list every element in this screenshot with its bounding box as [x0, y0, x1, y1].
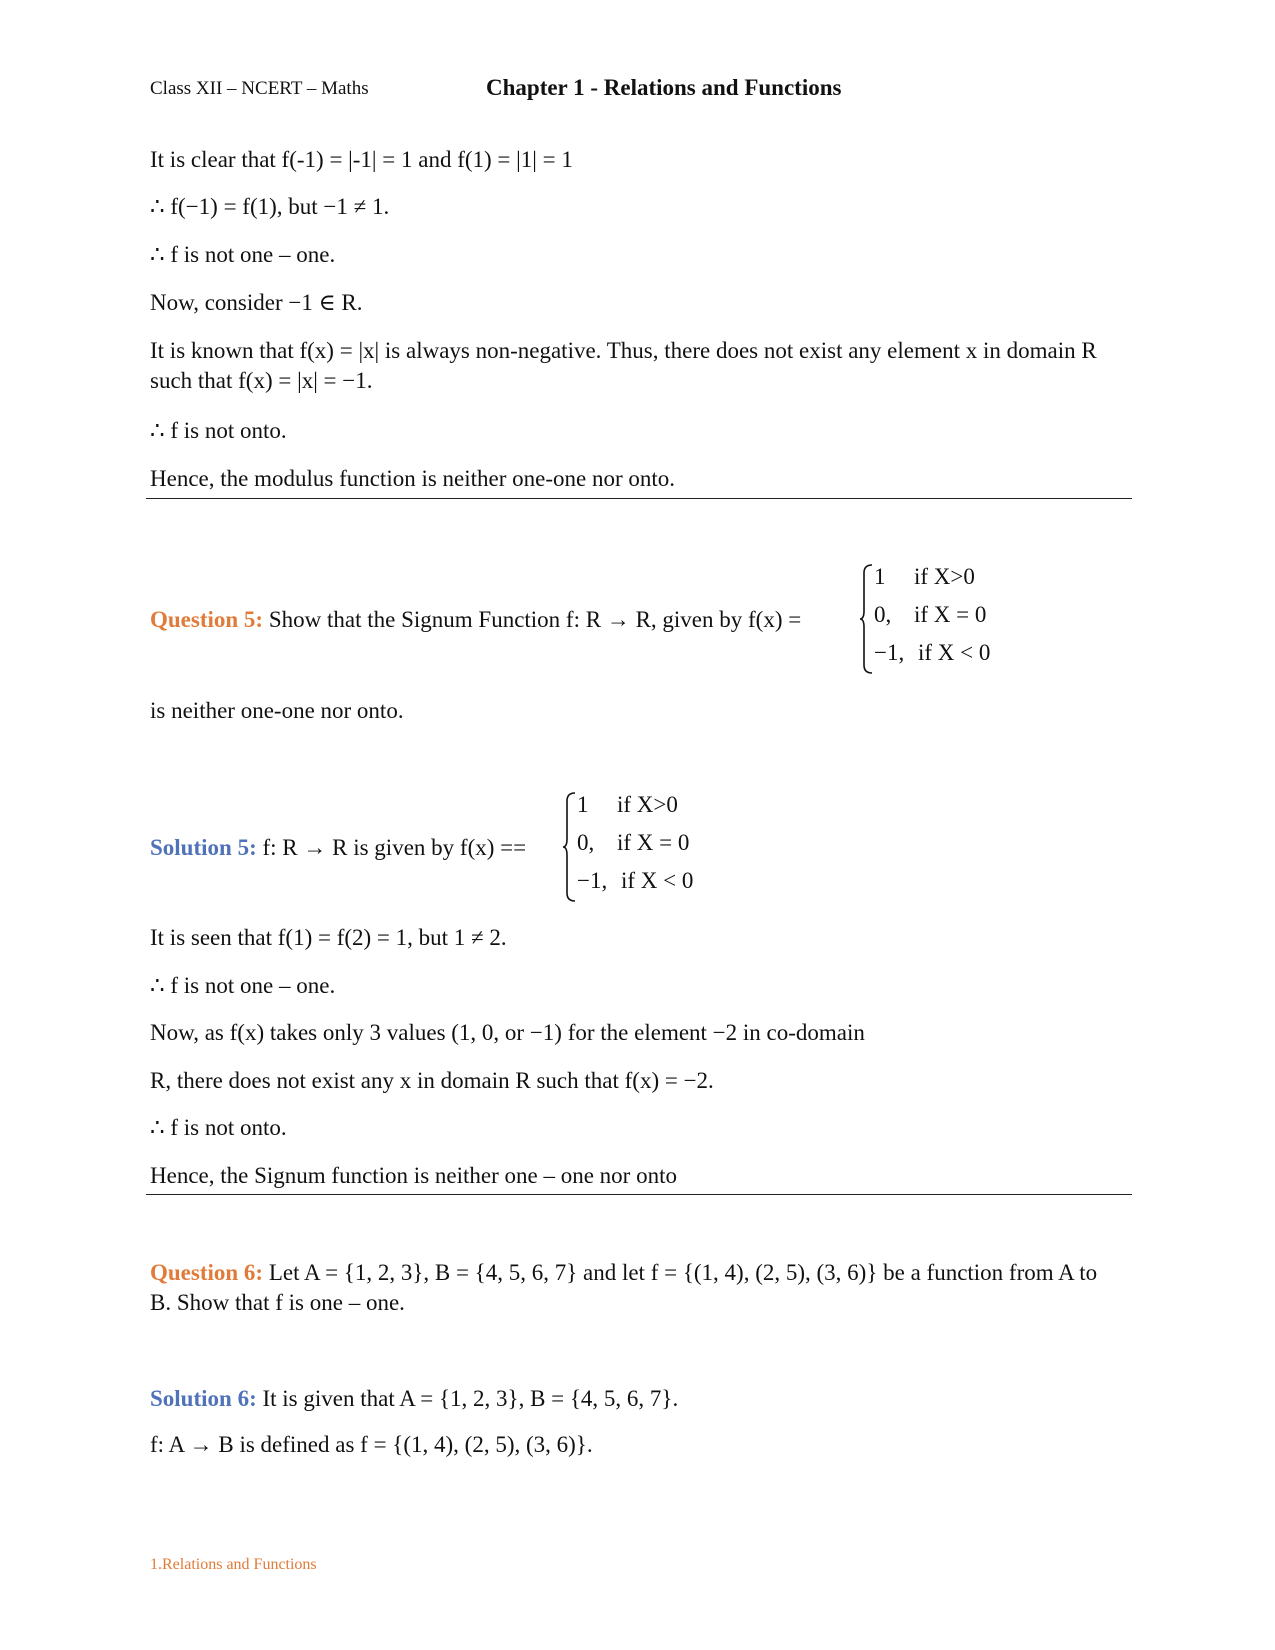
text-line: Hence, the Signum function is neither one – one nor onto [150, 1163, 677, 1188]
question-text: Show that the Signum Function f: R → R, given by f(x) = [263, 607, 802, 632]
header-class-label: Class XII – NCERT – Maths [150, 78, 369, 99]
case-value: 1 [874, 564, 886, 589]
case-condition: if X < 0 [621, 868, 694, 893]
solution-label: Solution 6: [150, 1386, 257, 1411]
text-paragraph: It is known that f(x) = |x| is always non-negative. Thus, there does not exist any element x in domain R such that f(x) = |x| = −1. [150, 338, 1097, 393]
piecewise-definition [563, 791, 713, 903]
solution-label: Solution 5: [150, 835, 257, 860]
text-line: f: A → B is defined as f = {(1, 4), (2, 5), (3, 6)}. [150, 1432, 593, 1457]
solution-text: It is given that A = {1, 2, 3}, B = {4, 5, 6, 7}. [256, 1386, 679, 1411]
left-brace-icon [860, 563, 874, 675]
solution-6 [150, 1384, 678, 1414]
case-value: 1 [577, 792, 589, 817]
solution-text: f: R → R is given by f(x) == [256, 835, 527, 860]
case-value: −1, [577, 868, 608, 893]
case-value: −1, [874, 640, 905, 665]
chapter-title: Chapter 1 - Relations and Functions [486, 75, 842, 100]
question-6 [150, 1258, 1100, 1318]
case-condition: if X = 0 [617, 830, 690, 855]
text-line: ∴ f is not one – one. [150, 973, 336, 998]
text-line: Hence, the modulus function is neither one-one nor onto. [150, 466, 676, 491]
text-line: ∴ f is not one – one. [150, 242, 336, 267]
text-line: Now, consider −1 ∈ R. [150, 290, 363, 315]
page-footer: 1.Relations and Functions [150, 1556, 317, 1573]
section-divider [146, 498, 1132, 499]
question-label: Question 6: [150, 1260, 264, 1285]
section-divider [146, 1194, 1132, 1195]
case-value: 0, [577, 830, 595, 855]
case-condition: if X = 0 [914, 602, 987, 627]
case-condition: if X>0 [617, 792, 678, 817]
question-label: Question 5: [150, 607, 264, 632]
case-condition: if X < 0 [918, 640, 991, 665]
text-line: It is seen that f(1) = f(2) = 1, but 1 ≠ 2. [150, 925, 507, 950]
question-text: Let A = {1, 2, 3}, B = {4, 5, 6, 7} and let f = {(1, 4), (2, 5), (3, 6)} be a function from A to B. Show that f is one – one. [150, 1260, 1098, 1315]
text-line: ∴ f is not onto. [150, 418, 287, 443]
text-line: R, there does not exist any x in domain R such that f(x) = −2. [150, 1068, 714, 1093]
text-line: It is clear that f(-1) = |-1| = 1 and f(1) = |1| = 1 [150, 147, 573, 172]
piecewise-definition [860, 563, 1010, 675]
text-line: Now, as f(x) takes only 3 values (1, 0, or −1) for the element −2 in co-domain [150, 1020, 865, 1045]
text-line: is neither one-one nor onto. [150, 698, 404, 723]
case-value: 0, [874, 602, 892, 627]
question-5 [150, 605, 801, 635]
left-brace-icon [563, 791, 577, 903]
text-line: ∴ f is not onto. [150, 1115, 287, 1140]
text-line: ∴ f(−1) = f(1), but −1 ≠ 1. [150, 194, 390, 219]
solution-5 [150, 833, 526, 863]
case-condition: if X>0 [914, 564, 975, 589]
